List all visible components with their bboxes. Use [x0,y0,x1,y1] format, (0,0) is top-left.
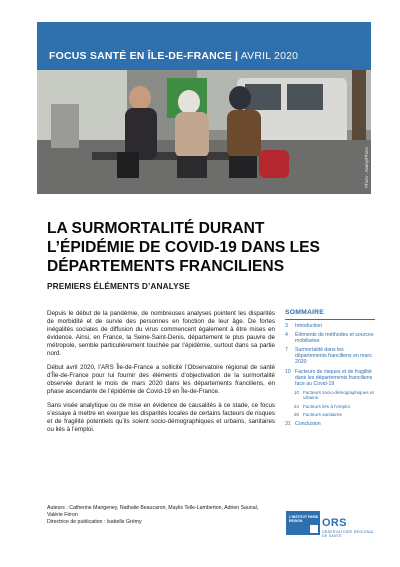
toc-page-number: 10 [293,389,299,395]
toc-subitem[interactable] [285,404,375,410]
intro-paragraph: Sans visée analytique ou de mise en évidence de causalités à ce stade, ce focus s’essaye à mettre en exergue les disparités locales de certains facteurs de risques et de fragilité potentiels qu’ils soient socio-démographiques et urbains, sanitaires ou liés à l’emploi. [47,401,275,433]
toc-page-number: 7 [285,347,288,354]
toc-item[interactable] [285,323,375,329]
ors-logo-subtext: OBSERVATOIRE RÉGIONAL DE SANTÉ [322,530,375,539]
toc-label: Conclusion [295,420,321,427]
toc-label: Facteurs liés à l’emploi [303,403,350,409]
toc-label: Surmortalité dans les départements franciliens en mars 2020 [295,347,372,366]
toc-page-number: 28 [293,412,299,418]
banner-title [49,50,298,62]
toc-item[interactable] [285,421,375,427]
report-title: LA SURMORTALITÉ DURANT L’ÉPIDÉMIE DE COVID-19 DANS LES DÉPARTEMENTS FRANCILIENS [47,220,320,275]
institut-logo-text: L’INSTITUT PARIS REGION [289,515,319,523]
authors-line: Auteurs : Catherine Mangeney, Nathalie Beaucaron, Maylis Telle-Lamberton, Adrien Saunal, Valérie Féron [47,505,259,518]
toc-label: Introduction [295,323,323,329]
intro-paragraph: Début avril 2020, l’ARS Île-de-France a sollicité l’Observatoire régional de santé d’Île-de-France pour lui fournir des éléments d’objectivation de la surmortalité observée durant le mois de mars 2020 dans les départements franciliens, en phase ascendante de l’épidémie de Covid-19 en Île-de-France. [47,363,275,396]
toc-item[interactable] [285,332,375,344]
ors-logo [320,514,376,542]
institut-paris-region-logo [286,511,320,535]
ors-logo-mark: ORS [322,517,347,529]
toc-label: Facteurs socio-démographiques et urbains [303,389,374,401]
report-subtitle: PREMIERS ÉLÉMENTS D’ANALYSE [47,281,191,291]
toc-page-number: 3 [285,323,288,329]
toc-subitem[interactable] [285,412,375,418]
director-line: Directrice de publication : Isabelle Grémy [47,519,142,525]
intro-text [47,310,275,439]
summary-heading: SOMMAIRE [285,309,324,316]
summary-divider [285,319,375,320]
header-banner [37,22,371,70]
banner-date: AVRIL 2020 [238,50,299,62]
summary-sidebar [285,309,375,430]
toc-page-number: 4 [285,332,288,339]
toc-label: Éléments de méthodes et sources mobilisées [295,332,374,345]
intro-paragraph: Depuis le début de la pandémie, de nombreuses analyses pointent les disparités de morbidité et de survie des personnes en fonction de leur âge. De fortes inégalités sociales de diffusion du virus commencent également à être mises en évidence. Ainsi, en France, la Seine-Saint-Denis, département le plus pauvre de métropole, semble particulièrement touchée par l’épidémie, surtout dans sa partie nord. [47,310,275,358]
toc-page-number: 24 [293,403,299,409]
banner-series-name: FOCUS SANTÉ EN ÎLE-DE-FRANCE | [49,50,239,62]
credits [47,505,275,526]
toc-subitem[interactable] [285,390,375,401]
photo-credit: Photo : Alamy/Photo [364,147,369,188]
street-photo-illustration [37,70,371,194]
toc-label: Facteurs sanitaires [303,412,342,418]
toc-page-number: 31 [285,420,291,427]
toc-item[interactable] [285,369,375,387]
cover-photo [37,70,371,194]
toc-label: Facteurs de risques et de fragilité dans les départements franciliens face au Covid-19 [295,368,373,387]
toc-item[interactable] [285,347,375,365]
toc-page-number: 10 [285,368,291,375]
